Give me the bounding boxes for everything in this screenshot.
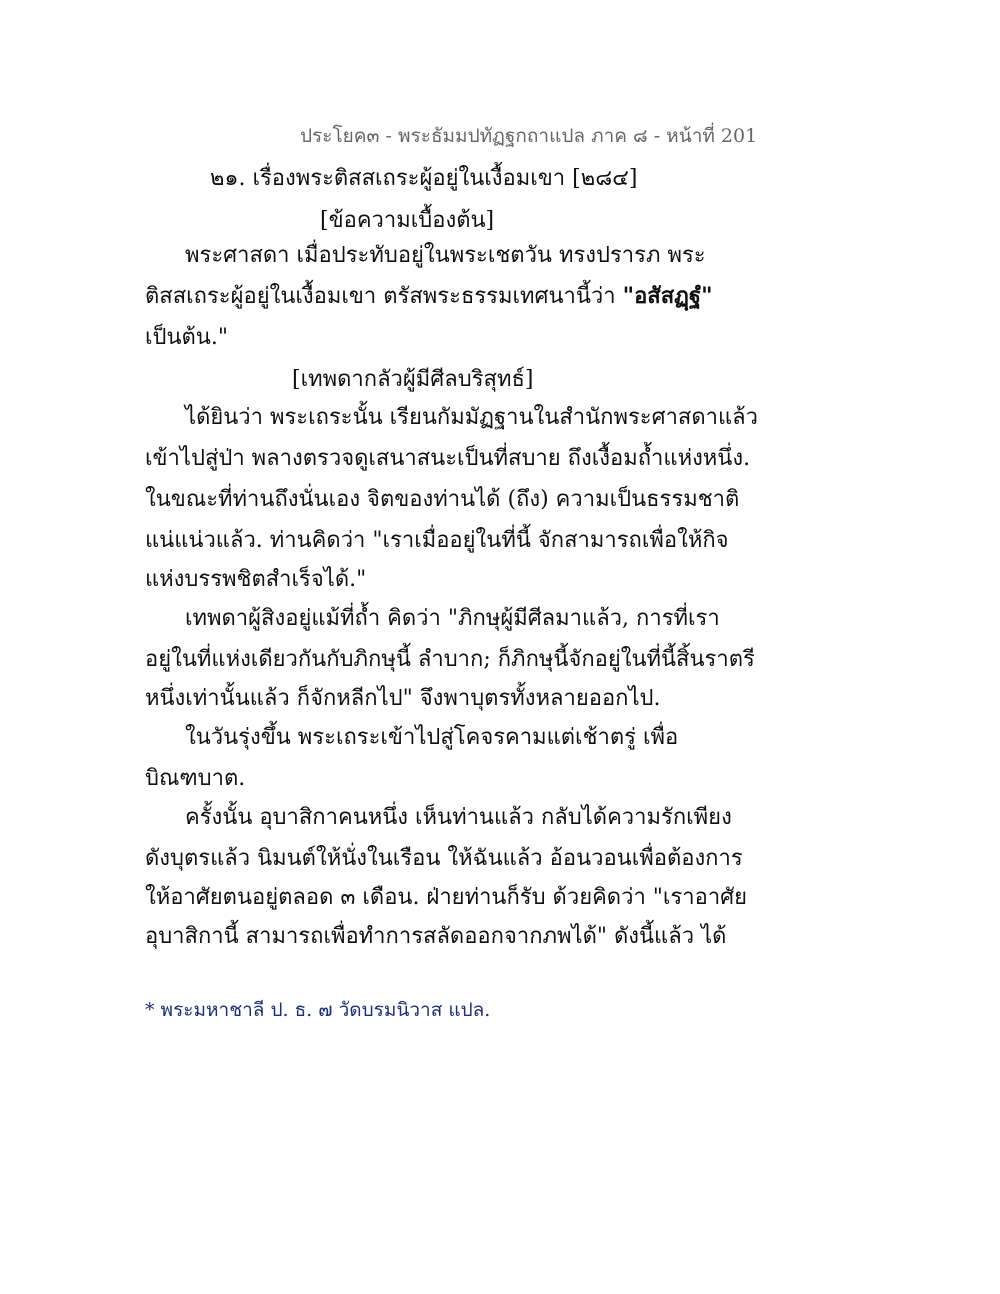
story-title: ๒๑. เรื่องพระติสสเถระผู้อยู่ในเงื้อมเขา [๒๘๔] (210, 166, 638, 191)
page-header: ประโยค๓ - พระธัมมปทัฏฐกถาแปล ภาค ๘ - หน้าที่ 201 (300, 125, 758, 147)
paragraph-5-line-4: อุบาสิกานี้ สามารถเพื่อทำการสลัดออกจากภพได้" ดังนี้แล้ว ได้ (145, 924, 727, 949)
paragraph-3-line-1: เทพดาผู้สิงอยู่แม้ที่ถ้ำ คิดว่า "ภิกษุผู้มีศีลมาแล้ว, การที่เรา (185, 606, 720, 631)
section-heading-deity: [เทพดากลัวผู้มีศีลบริสุทธ์] (292, 367, 534, 392)
paragraph-2-line-1: ได้ยินว่า พระเถระนั้น เรียนกัมมัฏฐานในสำนักพระศาสดาแล้ว (185, 405, 759, 430)
paragraph-5-line-1: ครั้งนั้น อุบาสิกาคนหนึ่ง เห็นท่านแล้ว กลับได้ความรักเพียง (185, 805, 732, 830)
paragraph-2-line-3: ในขณะที่ท่านถึงนั่นเอง จิตของท่านได้ (ถึง) ความเป็นธรรมชาติ (145, 487, 740, 512)
paragraph-5-line-2: ดังบุตรแล้ว นิมนต์ให้นั่งในเรือน ให้ฉันแล้ว อ้อนวอนเพื่อต้องการ (145, 846, 743, 871)
paragraph-2-line-4: แน่แน่วแล้ว. ท่านคิดว่า "เราเมื่ออยู่ในที่นี้ จักสามารถเพื่อให้กิจ (145, 528, 729, 553)
paragraph-1-line-2-text: ติสสเถระผู้อยู่ในเงื้อมเขา ตรัสพระธรรมเทศนานี้ว่า (145, 284, 623, 309)
paragraph-1-line-3: เป็นต้น." (145, 325, 228, 350)
paragraph-4-line-2: บิณฑบาต. (145, 766, 246, 791)
paragraph-3-line-3: หนึ่งเท่านั้นแล้ว ก็จักหลีกไป" จึงพาบุตรทั้งหลายออกไป. (145, 686, 661, 711)
paragraph-5-line-3: ให้อาศัยตนอยู่ตลอด ๓ เดือน. ฝ่ายท่านก็รับ ด้วยคิดว่า "เราอาศัย (145, 885, 748, 910)
paragraph-3-line-2: อยู่ในที่แห่งเดียวกันกับภิกษุนี้ ลำบาก; ก็ภิกษุนี้จักอยู่ในที่นี้สิ้นราตรี (145, 647, 755, 672)
paragraph-4-line-1: ในวันรุ่งขึ้น พระเถระเข้าไปสู่โคจรคามแต่เช้าตรู่ เพื่อ (185, 725, 679, 750)
paragraph-1-line-1: พระศาสดา เมื่อประทับอยู่ในพระเชตวัน ทรงปรารภ พระ (185, 243, 706, 268)
paragraph-1-line-2 (145, 278, 713, 313)
paragraph-2-line-5: แห่งบรรพชิตสำเร็จได้." (145, 567, 367, 592)
paragraph-2-line-2: เข้าไปสู่ป่า พลางตรวจดูเสนาสนะเป็นที่สบาย ถึงเงื้อมถ้ำแห่งหนึ่ง. (145, 446, 751, 471)
footnote: * พระมหาชาลี ป. ธ. ๗ วัดบรมนิวาส แปล. (145, 999, 491, 1021)
pali-verse-keyword: "อสัสฏฺฐํ" (622, 283, 713, 309)
section-heading-intro: [ข้อความเบื้องต้น] (320, 208, 495, 233)
